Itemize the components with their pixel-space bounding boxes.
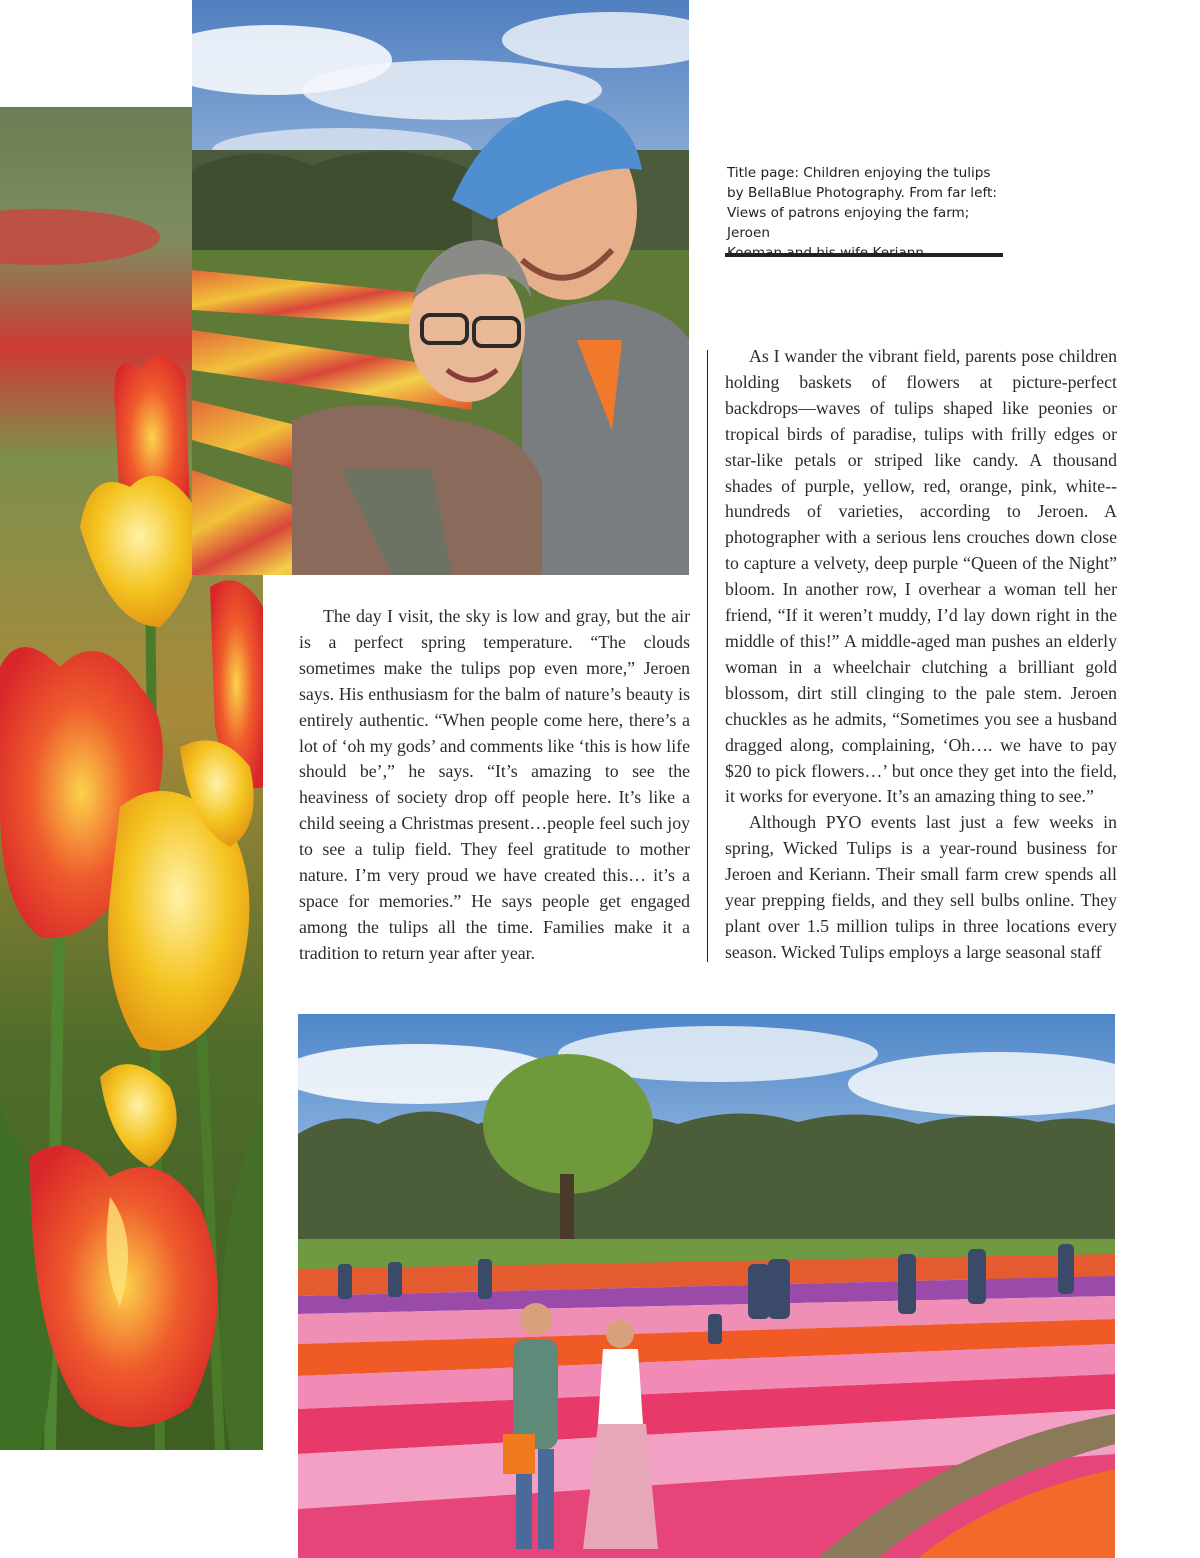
column-divider [707, 350, 708, 962]
body-paragraph: The day I visit, the sky is low and gray, but the air is a perfect spring temperature. “The clouds sometimes make the tulips pop even more,” Jeroen says. His enthusiasm for the balm of nature’s beauty is entirely authentic. “When people come here, there’s a lot of ‘oh my gods’ and comments like ‘this is how life should be’,” he says. “It’s amazing to see the heaviness of society drop off people here. It’s like a child seeing a Christmas present…people feel such joy to see a tulip field. They feel gratitude to mother nature. I’m very proud we have created this… it’s a space for memories.” He says people get engaged among the tulips all the time. Families make it a tradition to return year after year. [299, 606, 690, 963]
caption-line: Title page: Children enjoying the tulips [727, 165, 991, 181]
photo-caption [727, 163, 1007, 263]
body-paragraph: As I wander the vibrant field, parents pose children holding baskets of flowers at picture-perfect backdrops—waves of tulips shaped like peonies or tropical birds of paradise, tulips with frilly edges or star-like petals or striped like candy. A thousand shades of purple, yellow, red, orange, pink, white--hundreds of varieties, according to Jeroen. A photographer with a serious lens crouches down close to capture a velvety, deep purple “Queen of the Night” bloom. In another row, I overhear a woman tell her friend, “If it weren’t muddy, I’d lay down right in the middle of this!” A middle-aged man pushes an elderly woman in a wheelchair clutching a brilliant gold blossom, dirt still clinging to the pale stem. Jeroen chuckles as he admits, “Sometimes you see a husband dragged along, complaining, ‘Oh…. we have to pay $20 to pick flowers…’ but once they get into the field, it works for everyone. It’s an amazing thing to see.” [725, 346, 1117, 807]
article-column-right [725, 344, 1117, 966]
tulip-field-photo [298, 1014, 1115, 1558]
caption-divider [725, 253, 1003, 257]
caption-line: by BellaBlue Photography. From far left: [727, 185, 997, 201]
body-paragraph: Although PYO events last just a few weeks in spring, Wicked Tulips is a year-round business for Jeroen and Keriann. Their small farm crew spends all year prepping fields, and they sell bulbs online. They plant over 1.5 million tulips in three locations every season. Wicked Tulips employs a large seasonal staff [725, 812, 1117, 962]
couple-selfie-photo [192, 0, 689, 575]
article-column-left [299, 604, 690, 967]
caption-line: Views of patrons enjoying the farm; Jeroen [727, 205, 970, 241]
